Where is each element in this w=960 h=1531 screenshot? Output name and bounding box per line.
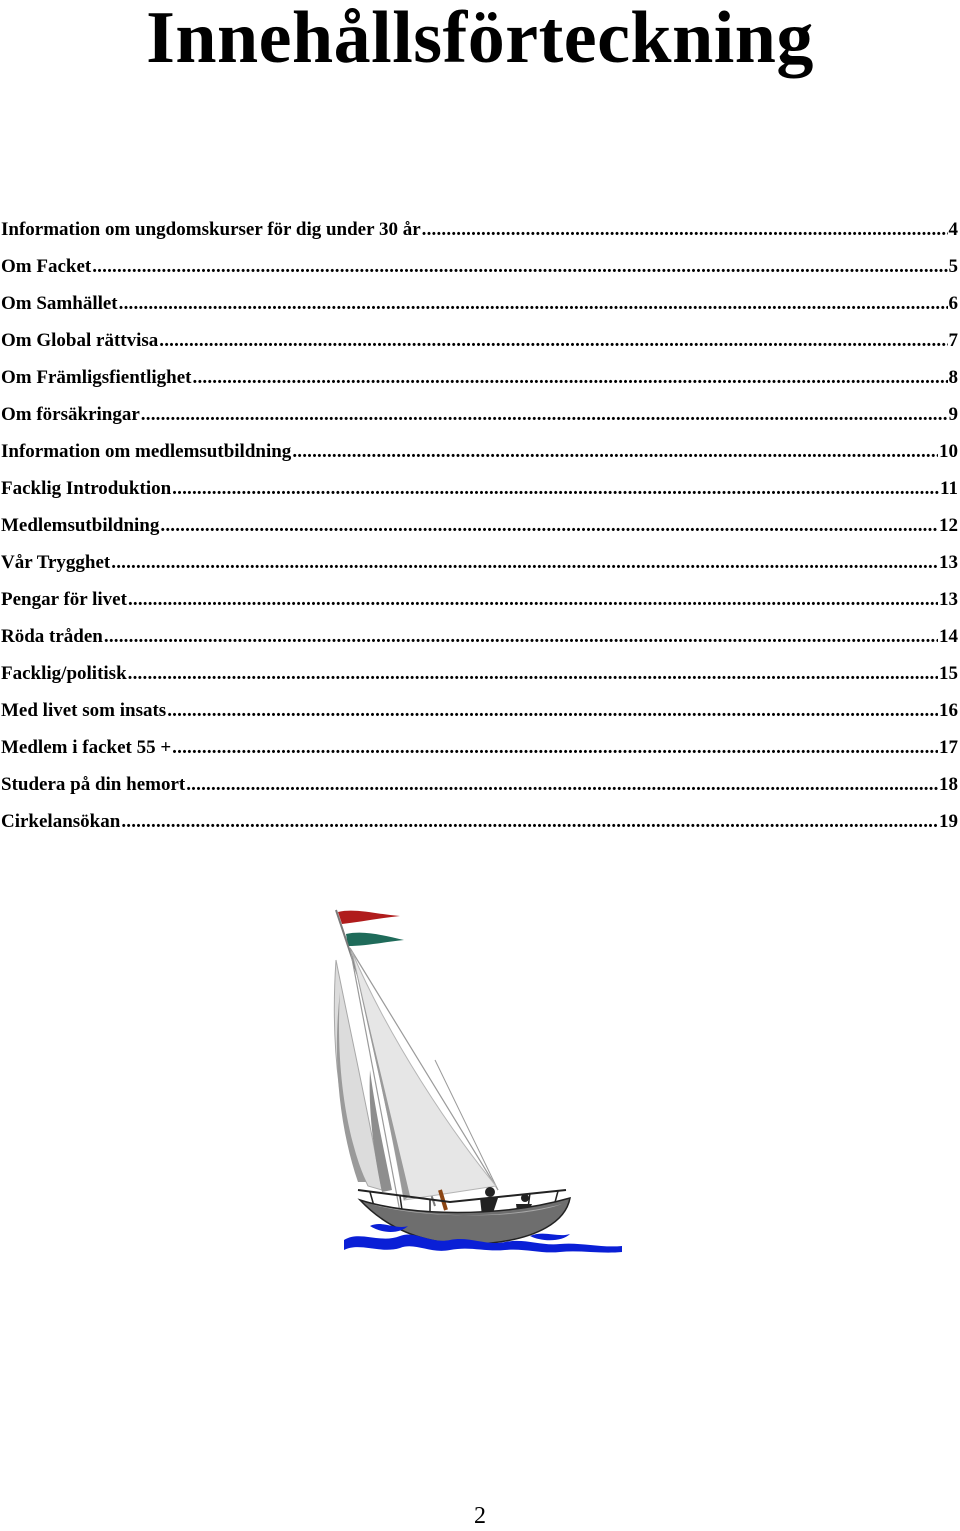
toc-entry-title: Information om ungdomskurser för dig under 30 år: [1, 219, 421, 240]
toc-page-number: 10: [939, 441, 958, 462]
toc-entry-title: Cirkelansökan: [1, 811, 121, 832]
page-title: Innehållsförteckning: [146, 0, 814, 79]
toc-page-number: 8: [948, 367, 958, 388]
jib-sail: [334, 960, 382, 1190]
toc-entry[interactable]: [0, 734, 960, 771]
toc-leader-dots: [128, 660, 938, 688]
toc-page-number: 19: [939, 811, 958, 832]
toc-entry[interactable]: [0, 549, 960, 586]
toc-page-number: 5: [948, 256, 958, 277]
toc-page-number: 6: [948, 293, 958, 314]
toc-entry-title: Medlemsutbildning: [1, 515, 160, 536]
sailboat-icon: [330, 900, 630, 1260]
red-pennant: [338, 911, 400, 924]
toc-page-number: 7: [948, 330, 958, 351]
toc-leader-dots: [160, 512, 938, 540]
toc-entry-title: Studera på din hemort: [1, 774, 186, 795]
toc-entry-title: Om Global rättvisa: [1, 330, 159, 351]
toc-entry[interactable]: [0, 290, 960, 327]
toc-page-number: 18: [939, 774, 958, 795]
toc-page-number: 17: [939, 737, 958, 758]
toc-entry[interactable]: [0, 623, 960, 660]
toc-leader-dots: [172, 734, 938, 762]
toc-leader-dots: [121, 808, 938, 836]
toc-entry[interactable]: [0, 401, 960, 438]
toc-entry-title: Vår Trygghet: [1, 552, 111, 573]
toc-entry[interactable]: [0, 808, 960, 845]
toc-leader-dots: [172, 475, 939, 503]
toc-entry-title: Röda tråden: [1, 626, 103, 647]
toc-leader-dots: [193, 364, 948, 392]
page-number: 2: [474, 1503, 486, 1529]
toc-entry[interactable]: [0, 660, 960, 697]
toc-leader-dots: [104, 623, 938, 651]
toc-page-number: 15: [939, 663, 958, 684]
toc-entry[interactable]: [0, 475, 960, 512]
toc-entry-title: Om Facket: [1, 256, 92, 277]
toc-page-number: 13: [939, 552, 958, 573]
toc-entry[interactable]: [0, 512, 960, 549]
toc-entry[interactable]: [0, 771, 960, 808]
toc-page-number: 9: [948, 404, 958, 425]
table-of-contents: [0, 216, 960, 845]
toc-entry[interactable]: [0, 438, 960, 475]
toc-entry-title: Facklig/politisk: [1, 663, 127, 684]
toc-entry-title: Om Främligsfientlighet: [1, 367, 192, 388]
toc-entry-title: Om Samhället: [1, 293, 118, 314]
toc-leader-dots: [111, 549, 938, 577]
toc-entry-title: Om försäkringar: [1, 404, 140, 425]
toc-entry[interactable]: [0, 327, 960, 364]
toc-entry-title: Med livet som insats: [1, 700, 167, 721]
toc-entry-title: Pengar för livet: [1, 589, 127, 610]
toc-leader-dots: [167, 697, 938, 725]
toc-entry[interactable]: [0, 364, 960, 401]
toc-leader-dots: [92, 253, 947, 281]
toc-entry[interactable]: [0, 586, 960, 623]
toc-entry[interactable]: [0, 253, 960, 290]
toc-entry[interactable]: [0, 697, 960, 734]
toc-entry-title: Medlem i facket 55 +: [1, 737, 172, 758]
toc-page-number: 4: [948, 219, 958, 240]
toc-entry-title: Information om medlemsutbildning: [1, 441, 292, 462]
toc-leader-dots: [422, 216, 948, 244]
toc-page-number: 12: [939, 515, 958, 536]
toc-page-number: 14: [939, 626, 958, 647]
toc-leader-dots: [141, 401, 948, 429]
toc-leader-dots: [292, 438, 938, 466]
green-pennant: [346, 933, 404, 946]
toc-entry-title: Facklig Introduktion: [1, 478, 172, 499]
toc-page-number: 11: [940, 478, 958, 499]
toc-entry[interactable]: [0, 216, 960, 253]
toc-page-number: 13: [939, 589, 958, 610]
toc-page-number: 16: [939, 700, 958, 721]
toc-leader-dots: [128, 586, 938, 614]
toc-leader-dots: [119, 290, 948, 318]
toc-leader-dots: [186, 771, 938, 799]
toc-leader-dots: [159, 327, 947, 355]
